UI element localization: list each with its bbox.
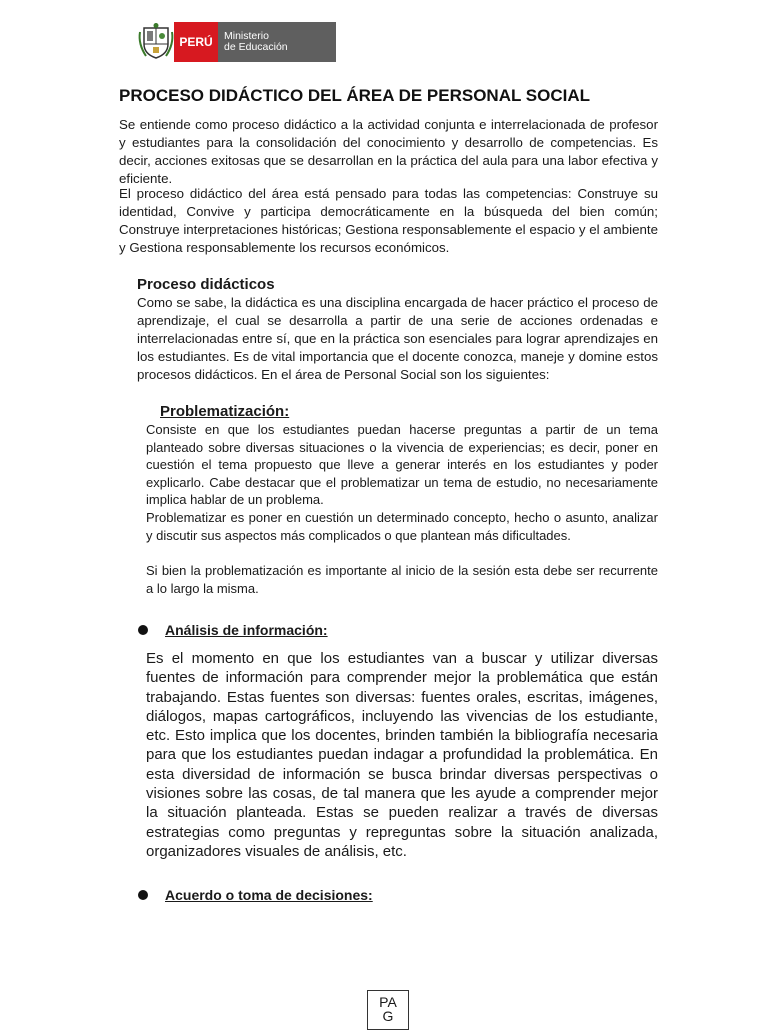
analisis-bullet xyxy=(138,622,328,638)
analisis-paragraph: Es el momento en que los estudiantes van a buscar y utilizar diversas fuentes de información para comprender mejor la problemática que están trabajando. Estas fuentes son diversas: fuentes orales, escritas, imágenes, diálogos, mapas cartográficos, incluyendo las vivencias de los estudiante, etc. Esto implica que los docentes, brinden también la bibliografía necesaria para que los estudiantes puedan indagar a profundidad la problemática. En esta diversidad de información se busca brindar diversas perspectivas o visiones sobre las cosas, de tal manera que les ayude a comprender mejor la situación planteada. Estas se pueden realizar a través de diversas estrategias como preguntas y repreguntas sobre la situación analizada, organizadores visuales de análisis, etc. xyxy=(146,650,658,860)
acuerdo-bullet xyxy=(138,887,373,903)
ministry-logo xyxy=(136,22,336,62)
problematizacion-paragraph-3: Si bien la problematización es importante al inicio de la sesión esta debe ser recurrente a lo largo la misma. xyxy=(146,563,658,596)
intro-paragraph-1: Se entiende como proceso didáctico a la actividad conjunta e interrelacionada de profesor y estudiantes para la consolidación del conocimiento y desarrollo de competencias. Es decir, acciones exitosas que se desarrollan en la práctica del aula para una labor efectiva y eficiente. xyxy=(119,117,658,186)
logo-ministry-line1: Ministerio xyxy=(224,30,269,42)
problematizacion-paragraph-1: Consiste en que los estudiantes puedan hacerse preguntas a partir de un tema planteado sobre diversas situaciones o la vivencia de experiencias; es decir, poner en cuestión el tema propuesto que lleve a generar interés en los estudiantes y poder explicarlo. Cabe destacar que el problematizar un tema de estudio, no necesariamente implica hablar de un problema. xyxy=(146,422,658,507)
intro-paragraph-2: El proceso didáctico del área está pensado para todas las competencias: Construye su identidad, Convive y participa democráticamente en la búsqueda del bien común; Construye interpretaciones históricas; Gestiona responsablemente el espacio y el ambiente y Gestiona responsablemente los recursos económicos. xyxy=(119,186,658,255)
section-paragraph: Como se sabe, la didáctica es una disciplina encargada de hacer práctico el proceso de aprendizaje, el cual se desarrolla a partir de una serie de acciones ordenadas e interrelacionadas entre sí, que en la práctica son esenciales para lograr aprendizajes en los estudiantes. Es de vital importancia que el docente conozca, maneje y domine estos procesos didácticos. En el área de Personal Social son los siguientes: xyxy=(137,295,658,382)
logo-ministry-line2: de Educación xyxy=(224,41,288,53)
problematizacion-paragraph-2: Problematizar es poner en cuestión un determinado concepto, hecho o asunto, analizar y discutir sus aspectos más complicados o que plantean más dificultades. xyxy=(146,510,658,543)
logo-country-label: PERÚ xyxy=(174,22,218,62)
page-label-line1: PA xyxy=(379,994,397,1010)
page-number-box xyxy=(367,990,409,1030)
document-title: PROCESO DIDÁCTICO DEL ÁREA DE PERSONAL SOCIAL xyxy=(119,86,591,105)
analisis-heading: Análisis de información: xyxy=(165,622,328,638)
bullet-icon xyxy=(138,890,148,900)
acuerdo-heading: Acuerdo o toma de decisiones: xyxy=(165,887,373,903)
bullet-icon xyxy=(138,625,148,635)
section-heading: Proceso didácticos xyxy=(137,276,275,293)
problematizacion-heading: Problematización: xyxy=(160,403,290,420)
page-label-line2: G xyxy=(382,1008,394,1024)
peru-coat-of-arms-icon xyxy=(136,22,176,62)
logo-ministry-label xyxy=(218,22,336,62)
